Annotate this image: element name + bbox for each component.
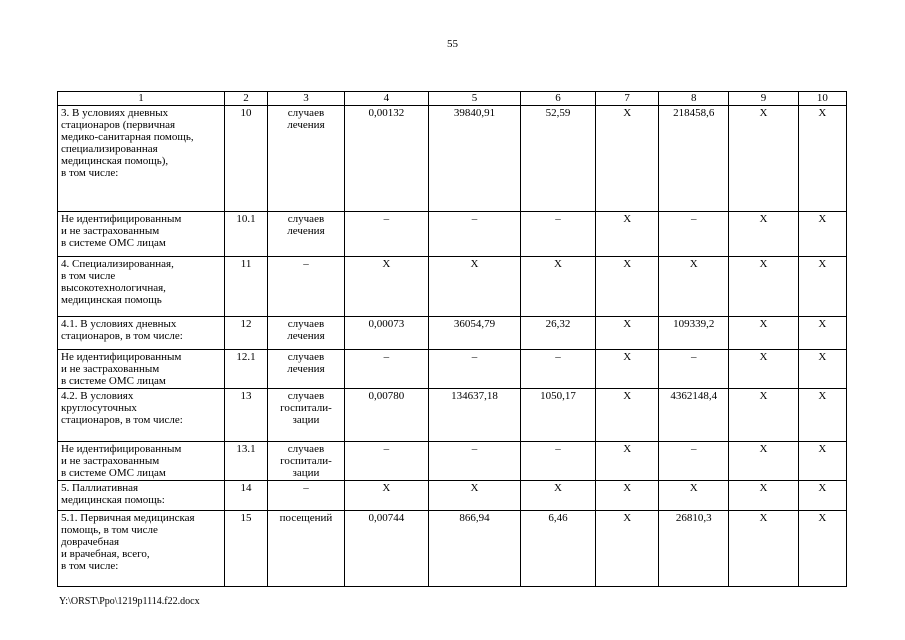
row-value-c8: Х	[659, 481, 729, 511]
row-value-c5: –	[428, 442, 520, 481]
cell-line: госпитали-	[280, 455, 332, 467]
cell-line: в том числе:	[61, 167, 119, 179]
cell-line: случаев	[287, 390, 325, 402]
column-header: 5	[428, 92, 520, 106]
table-row	[58, 442, 847, 481]
row-value-c9: Х	[729, 481, 799, 511]
cell-line: госпитали-	[280, 402, 332, 414]
row-value-c7: Х	[595, 511, 659, 587]
row-value-c6: –	[521, 350, 596, 389]
cell-line: стационаров (первичная	[61, 119, 176, 131]
cell-line: Не идентифицированным	[61, 351, 182, 363]
cell-line: 4. Специализированная,	[61, 258, 174, 270]
row-value-c8: –	[659, 442, 729, 481]
row-value-c8: 218458,6	[659, 106, 729, 212]
row-value-c9: Х	[729, 511, 799, 587]
row-unit	[268, 212, 345, 257]
data-table	[57, 91, 847, 587]
row-value-c8: 26810,3	[659, 511, 729, 587]
row-value-c5: –	[428, 350, 520, 389]
cell-line: в системе ОМС лицам	[61, 467, 166, 479]
row-value-c7: Х	[595, 481, 659, 511]
cell-line: 4.2. В условиях	[61, 390, 134, 402]
row-value-c8: 109339,2	[659, 317, 729, 350]
cell-line: медицинская помощь),	[61, 155, 169, 167]
row-label	[58, 442, 225, 481]
row-unit	[268, 350, 345, 389]
row-label	[58, 481, 225, 511]
row-value-c6: Х	[521, 481, 596, 511]
row-value-c6: 6,46	[521, 511, 596, 587]
footer-file-path: Y:\ORST\Ppo\1219p1114.f22.docx	[59, 596, 200, 607]
cell-line: и не застрахованным	[61, 363, 160, 375]
row-value-c10: Х	[798, 257, 846, 317]
cell-line: Не идентифицированным	[61, 443, 182, 455]
row-value-c10: Х	[798, 389, 846, 442]
row-code: 15	[225, 511, 268, 587]
row-value-c6: 52,59	[521, 106, 596, 212]
column-header: 7	[595, 92, 659, 106]
row-value-c4: 0,00744	[344, 511, 428, 587]
row-value-c4: 0,00780	[344, 389, 428, 442]
row-value-c10: Х	[798, 442, 846, 481]
row-value-c10: Х	[798, 317, 846, 350]
cell-line: круглосуточных	[61, 402, 137, 414]
column-header: 8	[659, 92, 729, 106]
row-label	[58, 106, 225, 212]
row-value-c6: –	[521, 212, 596, 257]
cell-line: Не идентифицированным	[61, 213, 182, 225]
column-header: 6	[521, 92, 596, 106]
row-code: 12.1	[225, 350, 268, 389]
cell-line: посещений	[279, 512, 333, 524]
row-value-c4: –	[344, 350, 428, 389]
row-unit	[268, 511, 345, 587]
row-value-c4: –	[344, 442, 428, 481]
row-code: 13	[225, 389, 268, 442]
cell-line: и не застрахованным	[61, 455, 160, 467]
row-label	[58, 350, 225, 389]
column-header: 9	[729, 92, 799, 106]
row-value-c7: Х	[595, 106, 659, 212]
row-code: 12	[225, 317, 268, 350]
row-code: 11	[225, 257, 268, 317]
row-value-c9: Х	[729, 257, 799, 317]
table-row	[58, 350, 847, 389]
row-value-c7: Х	[595, 257, 659, 317]
row-value-c6: –	[521, 442, 596, 481]
row-value-c5: 39840,91	[428, 106, 520, 212]
table-row	[58, 257, 847, 317]
cell-line: и не застрахованным	[61, 225, 160, 237]
cell-line: лечения	[287, 363, 325, 375]
cell-line: в том числе	[61, 270, 116, 282]
row-value-c8: –	[659, 212, 729, 257]
row-value-c9: Х	[729, 212, 799, 257]
row-code: 10.1	[225, 212, 268, 257]
row-value-c7: Х	[595, 212, 659, 257]
cell-line: случаев	[287, 351, 325, 363]
table-header-row	[58, 92, 847, 106]
row-value-c8: 4362148,4	[659, 389, 729, 442]
cell-line: –	[303, 258, 309, 270]
cell-line: медико-санитарная помощь,	[61, 131, 194, 143]
row-value-c10: Х	[798, 106, 846, 212]
row-value-c5: 866,94	[428, 511, 520, 587]
row-value-c6: 1050,17	[521, 389, 596, 442]
page-number: 55	[447, 38, 458, 50]
row-unit	[268, 106, 345, 212]
row-value-c9: Х	[729, 350, 799, 389]
row-value-c10: Х	[798, 350, 846, 389]
row-value-c7: Х	[595, 317, 659, 350]
row-value-c9: Х	[729, 317, 799, 350]
row-value-c5: Х	[428, 481, 520, 511]
column-header: 10	[798, 92, 846, 106]
table-row	[58, 481, 847, 511]
row-unit	[268, 442, 345, 481]
row-code: 10	[225, 106, 268, 212]
table-row	[58, 212, 847, 257]
cell-line: лечения	[287, 330, 325, 342]
cell-line: 5. Паллиативная	[61, 482, 139, 494]
column-header: 3	[268, 92, 345, 106]
row-value-c9: Х	[729, 389, 799, 442]
cell-line: специализированная	[61, 143, 158, 155]
row-value-c4: –	[344, 212, 428, 257]
row-value-c4: 0,00132	[344, 106, 428, 212]
row-code: 14	[225, 481, 268, 511]
cell-line: медицинская помощь	[61, 294, 162, 306]
column-header: 4	[344, 92, 428, 106]
cell-line: стационаров, в том числе:	[61, 414, 183, 426]
row-value-c10: Х	[798, 481, 846, 511]
cell-line: случаев	[287, 107, 325, 119]
row-value-c7: Х	[595, 389, 659, 442]
table-row	[58, 106, 847, 212]
cell-line: стационаров, в том числе:	[61, 330, 183, 342]
cell-line: помощь, в том числе	[61, 524, 158, 536]
cell-line: лечения	[287, 225, 325, 237]
column-header: 1	[58, 92, 225, 106]
column-header: 2	[225, 92, 268, 106]
cell-line: 5.1. Первичная медицинская	[61, 512, 195, 524]
cell-line: зации	[292, 414, 320, 426]
row-value-c4: Х	[344, 257, 428, 317]
row-unit	[268, 257, 345, 317]
cell-line: в системе ОМС лицам	[61, 237, 166, 249]
row-value-c5: –	[428, 212, 520, 257]
cell-line: доврачебная	[61, 536, 120, 548]
cell-line: случаев	[287, 213, 325, 225]
cell-line: медицинская помощь:	[61, 494, 165, 506]
row-value-c5: 36054,79	[428, 317, 520, 350]
row-label	[58, 212, 225, 257]
row-label	[58, 317, 225, 350]
cell-line: высокотехнологичная,	[61, 282, 166, 294]
cell-line: –	[303, 482, 309, 494]
cell-line: и врачебная, всего,	[61, 548, 150, 560]
table-row	[58, 511, 847, 587]
row-value-c9: Х	[729, 442, 799, 481]
row-value-c7: Х	[595, 442, 659, 481]
cell-line: случаев	[287, 318, 325, 330]
row-value-c7: Х	[595, 350, 659, 389]
cell-line: в системе ОМС лицам	[61, 375, 166, 387]
row-label	[58, 389, 225, 442]
row-value-c5: 134637,18	[428, 389, 520, 442]
row-label	[58, 257, 225, 317]
row-value-c4: 0,00073	[344, 317, 428, 350]
row-value-c8: –	[659, 350, 729, 389]
row-value-c8: Х	[659, 257, 729, 317]
row-value-c6: Х	[521, 257, 596, 317]
row-value-c6: 26,32	[521, 317, 596, 350]
cell-line: 4.1. В условиях дневных	[61, 318, 177, 330]
row-unit	[268, 481, 345, 511]
row-value-c10: Х	[798, 511, 846, 587]
table-row	[58, 389, 847, 442]
row-value-c4: Х	[344, 481, 428, 511]
table-row	[58, 317, 847, 350]
cell-line: 3. В условиях дневных	[61, 107, 169, 119]
cell-line: случаев	[287, 443, 325, 455]
row-code: 13.1	[225, 442, 268, 481]
row-unit	[268, 317, 345, 350]
cell-line: зации	[292, 467, 320, 479]
row-value-c9: Х	[729, 106, 799, 212]
row-label	[58, 511, 225, 587]
row-unit	[268, 389, 345, 442]
row-value-c10: Х	[798, 212, 846, 257]
cell-line: лечения	[287, 119, 325, 131]
row-value-c5: Х	[428, 257, 520, 317]
cell-line: в том числе:	[61, 560, 119, 572]
